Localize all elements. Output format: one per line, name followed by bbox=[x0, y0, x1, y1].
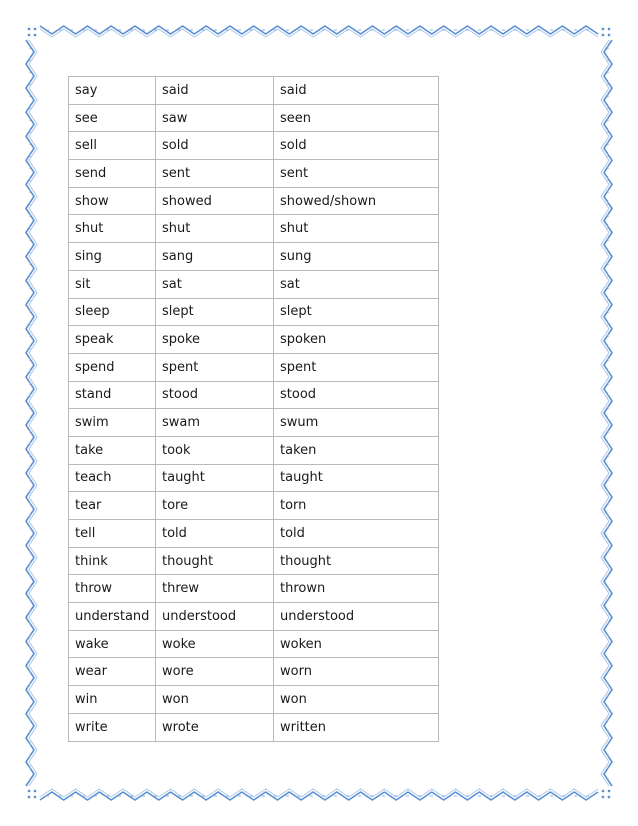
table-row bbox=[69, 77, 439, 105]
table-row bbox=[69, 492, 439, 520]
past-simple-cell: shut bbox=[156, 215, 274, 243]
past-simple-cell: slept bbox=[156, 298, 274, 326]
past-participle-cell: thrown bbox=[274, 575, 439, 603]
table-row bbox=[69, 270, 439, 298]
past-simple-cell: understood bbox=[156, 603, 274, 631]
past-participle-cell: written bbox=[274, 713, 439, 741]
base-form-cell: sing bbox=[69, 243, 156, 271]
base-form-cell: sleep bbox=[69, 298, 156, 326]
past-simple-cell: sang bbox=[156, 243, 274, 271]
base-form-cell: say bbox=[69, 77, 156, 105]
past-participle-cell: said bbox=[274, 77, 439, 105]
base-form-cell: teach bbox=[69, 464, 156, 492]
past-participle-cell: taken bbox=[274, 436, 439, 464]
past-simple-cell: wore bbox=[156, 658, 274, 686]
base-form-cell: sit bbox=[69, 270, 156, 298]
past-participle-cell: taught bbox=[274, 464, 439, 492]
base-form-cell: swim bbox=[69, 409, 156, 437]
past-participle-cell: worn bbox=[274, 658, 439, 686]
past-simple-cell: tore bbox=[156, 492, 274, 520]
base-form-cell: tell bbox=[69, 520, 156, 548]
base-form-cell: think bbox=[69, 547, 156, 575]
base-form-cell: see bbox=[69, 104, 156, 132]
past-simple-cell: saw bbox=[156, 104, 274, 132]
past-participle-cell: sung bbox=[274, 243, 439, 271]
table-row bbox=[69, 160, 439, 188]
past-participle-cell: spent bbox=[274, 353, 439, 381]
base-form-cell: win bbox=[69, 686, 156, 714]
past-participle-cell: sent bbox=[274, 160, 439, 188]
past-simple-cell: said bbox=[156, 77, 274, 105]
table-row bbox=[69, 575, 439, 603]
past-simple-cell: wrote bbox=[156, 713, 274, 741]
table-row bbox=[69, 630, 439, 658]
past-participle-cell: spoken bbox=[274, 326, 439, 354]
corner-ornament-bottom-right bbox=[602, 790, 610, 798]
base-form-cell: send bbox=[69, 160, 156, 188]
past-simple-cell: spent bbox=[156, 353, 274, 381]
table-row bbox=[69, 658, 439, 686]
past-participle-cell: woken bbox=[274, 630, 439, 658]
past-simple-cell: thought bbox=[156, 547, 274, 575]
past-simple-cell: spoke bbox=[156, 326, 274, 354]
table-row bbox=[69, 104, 439, 132]
past-participle-cell: swum bbox=[274, 409, 439, 437]
past-participle-cell: sold bbox=[274, 132, 439, 160]
corner-ornament-top-right bbox=[602, 28, 610, 36]
past-participle-cell: sat bbox=[274, 270, 439, 298]
border-right-zigzag bbox=[604, 40, 612, 786]
table-row bbox=[69, 436, 439, 464]
table-row bbox=[69, 187, 439, 215]
table-row bbox=[69, 547, 439, 575]
past-simple-cell: won bbox=[156, 686, 274, 714]
past-participle-cell: showed/shown bbox=[274, 187, 439, 215]
base-form-cell: stand bbox=[69, 381, 156, 409]
past-simple-cell: woke bbox=[156, 630, 274, 658]
table-row bbox=[69, 326, 439, 354]
table-row bbox=[69, 409, 439, 437]
table-row bbox=[69, 298, 439, 326]
past-simple-cell: sold bbox=[156, 132, 274, 160]
base-form-cell: write bbox=[69, 713, 156, 741]
past-simple-cell: swam bbox=[156, 409, 274, 437]
border-left-inner bbox=[29, 40, 37, 786]
table-row bbox=[69, 520, 439, 548]
past-simple-cell: took bbox=[156, 436, 274, 464]
border-right-inner bbox=[601, 40, 609, 786]
corner-ornament-bottom-left bbox=[28, 790, 36, 798]
table-row bbox=[69, 464, 439, 492]
past-participle-cell: understood bbox=[274, 603, 439, 631]
border-left-zigzag bbox=[26, 40, 34, 786]
past-participle-cell: stood bbox=[274, 381, 439, 409]
past-participle-cell: won bbox=[274, 686, 439, 714]
corner-ornament-top-left bbox=[28, 28, 36, 36]
base-form-cell: shut bbox=[69, 215, 156, 243]
past-simple-cell: sat bbox=[156, 270, 274, 298]
table-row bbox=[69, 215, 439, 243]
table-row bbox=[69, 353, 439, 381]
past-simple-cell: showed bbox=[156, 187, 274, 215]
base-form-cell: take bbox=[69, 436, 156, 464]
past-participle-cell: told bbox=[274, 520, 439, 548]
past-participle-cell: seen bbox=[274, 104, 439, 132]
past-simple-cell: told bbox=[156, 520, 274, 548]
past-simple-cell: threw bbox=[156, 575, 274, 603]
table-row bbox=[69, 243, 439, 271]
base-form-cell: tear bbox=[69, 492, 156, 520]
past-participle-cell: shut bbox=[274, 215, 439, 243]
past-simple-cell: stood bbox=[156, 381, 274, 409]
past-simple-cell: sent bbox=[156, 160, 274, 188]
base-form-cell: sell bbox=[69, 132, 156, 160]
base-form-cell: show bbox=[69, 187, 156, 215]
irregular-verb-table bbox=[68, 76, 439, 742]
base-form-cell: spend bbox=[69, 353, 156, 381]
table-row bbox=[69, 686, 439, 714]
table-row bbox=[69, 603, 439, 631]
base-form-cell: speak bbox=[69, 326, 156, 354]
table-row bbox=[69, 713, 439, 741]
table-row bbox=[69, 381, 439, 409]
past-participle-cell: torn bbox=[274, 492, 439, 520]
past-participle-cell: thought bbox=[274, 547, 439, 575]
past-simple-cell: taught bbox=[156, 464, 274, 492]
base-form-cell: understand bbox=[69, 603, 156, 631]
base-form-cell: wake bbox=[69, 630, 156, 658]
table-row bbox=[69, 132, 439, 160]
base-form-cell: wear bbox=[69, 658, 156, 686]
past-participle-cell: slept bbox=[274, 298, 439, 326]
base-form-cell: throw bbox=[69, 575, 156, 603]
